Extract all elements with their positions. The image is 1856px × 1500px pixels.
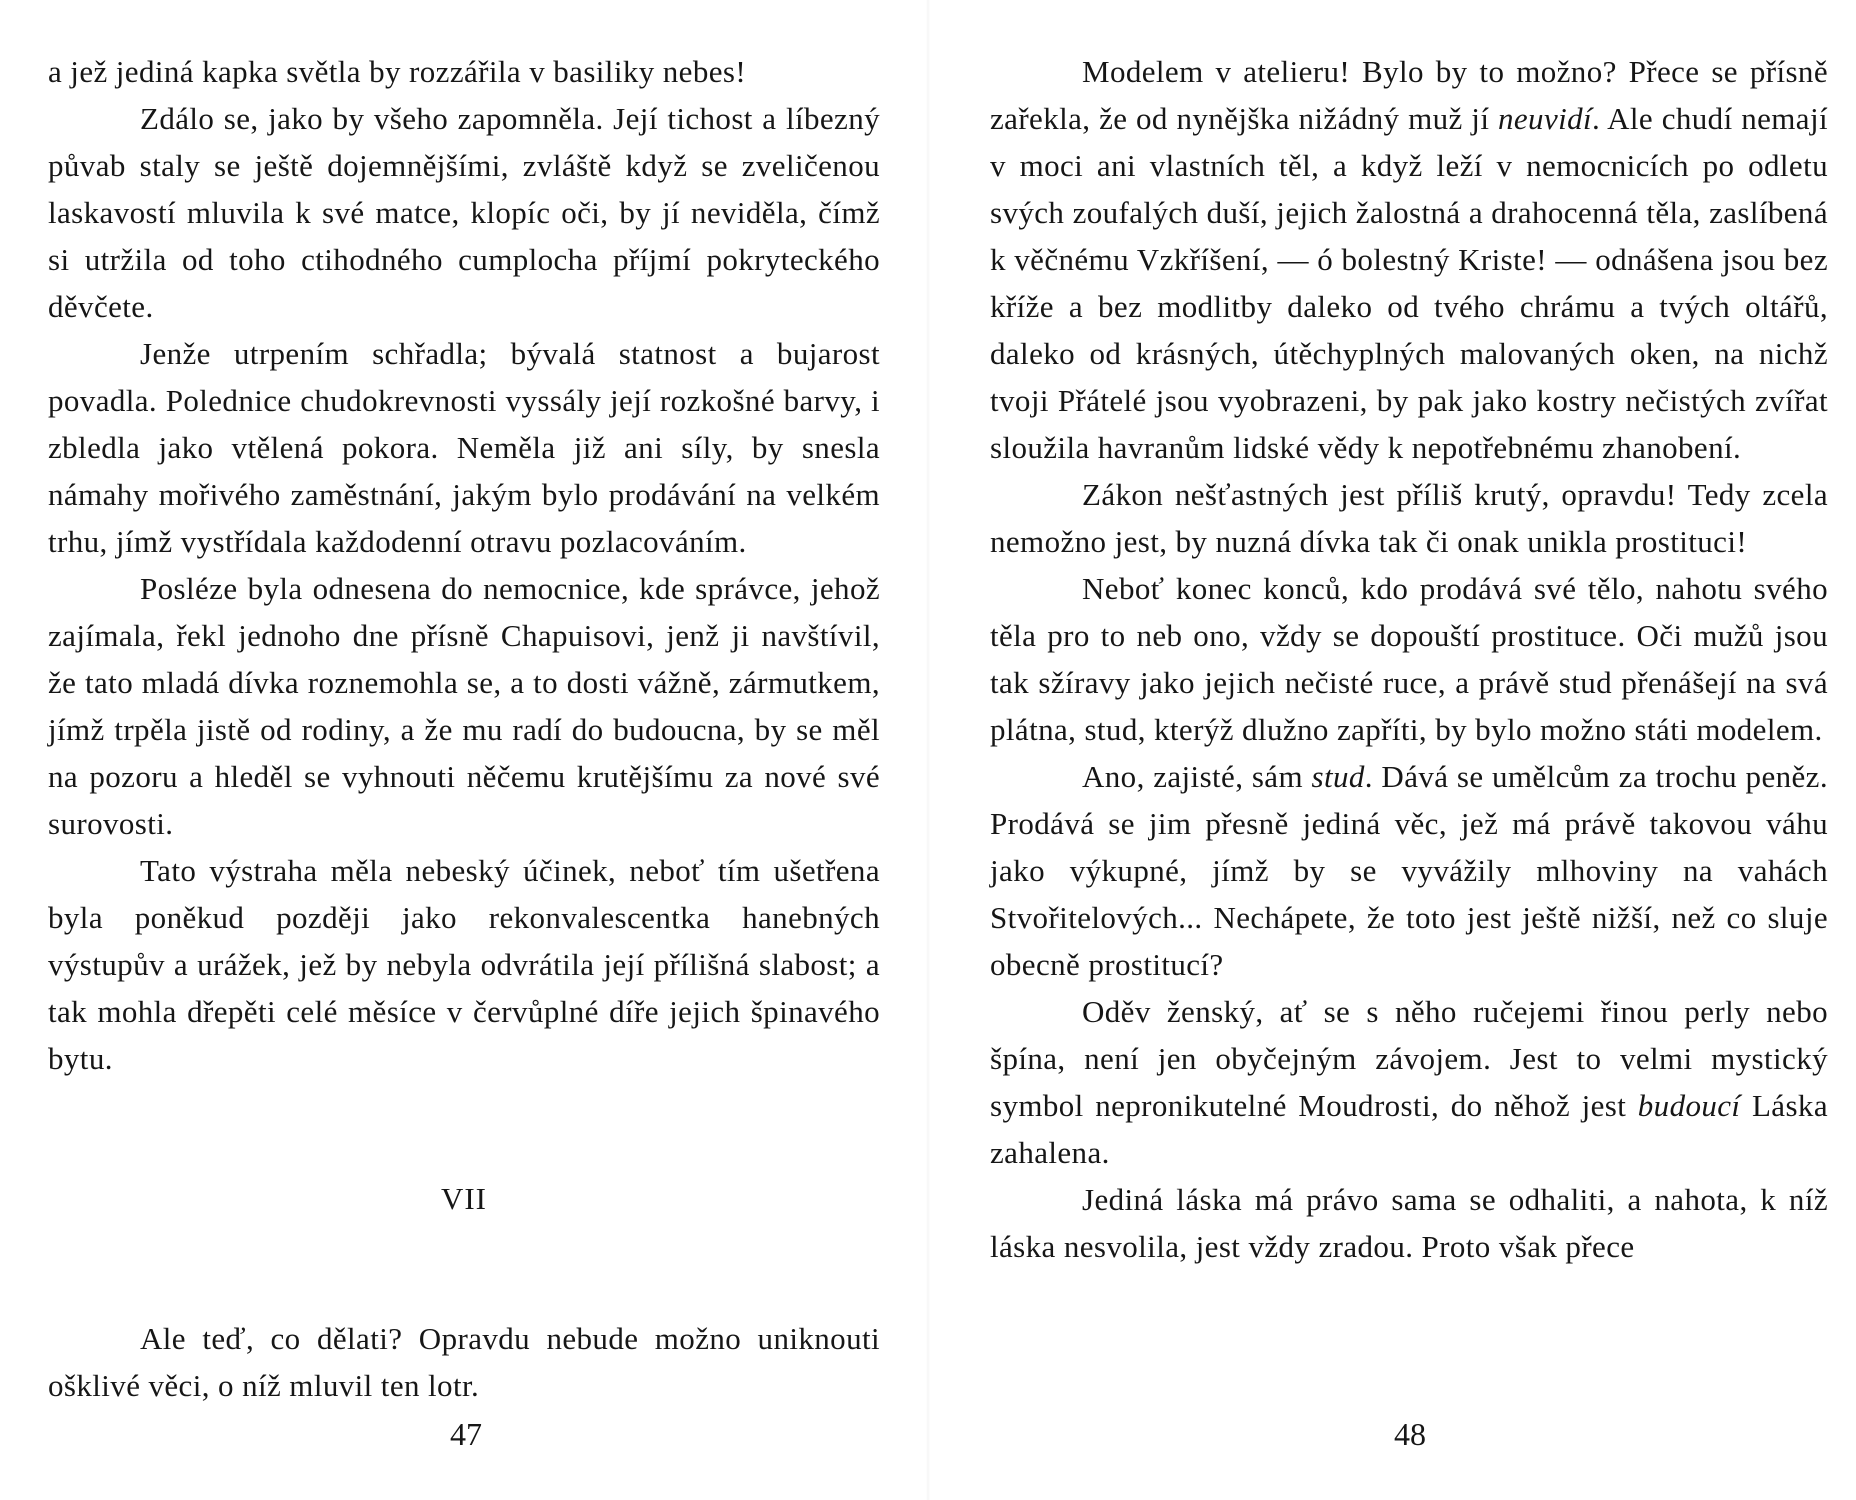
text-run: Láska zahalena.: [990, 1088, 1828, 1170]
left-page-text: [48, 48, 880, 1409]
page-number: 47: [450, 1416, 482, 1452]
right-page: [928, 0, 1856, 1500]
text-run: Modelem v atelieru! Bylo by to možno? Přece se přísně zařekla, že od nynějška nižádný muž jí: [990, 54, 1828, 136]
paragraph: Zdálo se, jako by všeho zapomněla. Její tichost a líbezný půvab staly se ještě dojemnějšími, zvláště když se zveličenou laskavostí mluvila k své matce, klopíc oči, by jí neviděla, čímž si utržila od toho ctihodného cumplocha příjmí pokryteckého děvčete.: [48, 101, 880, 324]
paragraph: [990, 48, 1828, 471]
paragraph: Neboť konec konců, kdo prodává své tělo, nahotu svého těla pro to neb ono, vždy se dopouští prostituce. Oči mužů jsou tak sžíravy jako jejich nečisté ruce, a právě stud přenášejí na svá plátna, stud, kterýž dlužno zapříti, by bylo možno státi modelem.: [990, 571, 1828, 747]
paragraph: Ale teď, co dělati? Opravdu nebude možno uniknouti ošklivé věci, o níž mluvil ten lotr.: [48, 1321, 880, 1403]
emphasis-text: stud: [1311, 759, 1365, 794]
chapter-heading: VII: [440, 1181, 488, 1216]
page-number: 48: [1394, 1416, 1426, 1452]
text-run: Ano, zajisté, sám: [1082, 759, 1312, 794]
paragraph: [990, 988, 1828, 1176]
paragraph: Zákon nešťastných jest příliš krutý, opravdu! Tedy zcela nemožno jest, by nuzná dívka tak či onak unikla prostituci!: [990, 477, 1828, 559]
paragraph: a jež jediná kapka světla by rozzářila v basiliky nebes!: [48, 54, 747, 89]
emphasis-text: budoucí: [1637, 1088, 1741, 1123]
paragraph: Posléze byla odnesena do nemocnice, kde správce, jehož zajímala, řekl jednoho dne přísně Chapuisovi, jenž ji navštívil, že tato mladá dívka roznemohla se, a to dosti vážně, zármutkem, jímž trpěla jistě od rodiny, a že mu radí do budoucna, by se měl na pozoru a hleděl se vyhnouti něčemu krutějšímu za nové své surovosti.: [48, 571, 880, 841]
emphasis-text: neuvidí: [1497, 101, 1593, 136]
right-page-text: [990, 48, 1828, 1270]
text-run: Oděv ženský, ať se s něho ručejemi řinou perly nebo špína, není jen obyčejným závojem. Jest to velmi mystický symbol nepronikutelné Moudrosti, do něhož jest: [990, 994, 1828, 1123]
text-run: . Dává se umělcům za trochu peněz. Prodává se jim přesně jediná věc, jež má právě takovou váhu jako výkupné, jímž by se vyvážily mlhoviny na vahách Stvořitelových... Nechápete, že toto jest ještě nižší, než co sluje obecně prostitucí?: [990, 759, 1828, 982]
paragraph: Jediná láska má právo sama se odhaliti, a nahota, k níž láska nesvolila, jest vždy zradou. Proto však přece: [990, 1182, 1828, 1264]
paragraph: [990, 753, 1828, 988]
text-run: . Ale chudí nemají v moci ani vlastních těl, a když leží v nemocnicích po odletu svých zoufalých duší, jejich žalostná a drahocenná těla, zaslíbená k věčnému Vzkříšení, — ó bolestný Kriste! — odnášena jsou bez kříže a bez modlitby daleko od tvého chrámu a tvých oltářů, daleko od krásných, útěchyplných malovaných oken, na nichž tvoji Přátelé jsou vyobrazeni, by pak jako kostry nečistých zvířat sloužila havranům lidské vědy k nepotřebnému zhanobení.: [990, 101, 1828, 465]
paragraph: Tato výstraha měla nebeský účinek, neboť tím ušetřena byla poněkud později jako rekonvalescentka hanebných výstupův a urážek, jež by nebyla odvrátila její přílišná slabost; a tak mohla dřepěti celé měsíce v červůplné díře jejich špinavého bytu.: [48, 853, 880, 1076]
paragraph: Jenže utrpením schřadla; bývalá statnost a bujarost povadla. Polednice chudokrevnosti vyssály její rozkošné barvy, i zbledla jako vtělená pokora. Neměla již ani síly, by snesla námahy mořivého zaměstnání, jakým bylo prodávání na velkém trhu, jímž vystřídala každodenní otravu pozlacováním.: [48, 336, 880, 559]
